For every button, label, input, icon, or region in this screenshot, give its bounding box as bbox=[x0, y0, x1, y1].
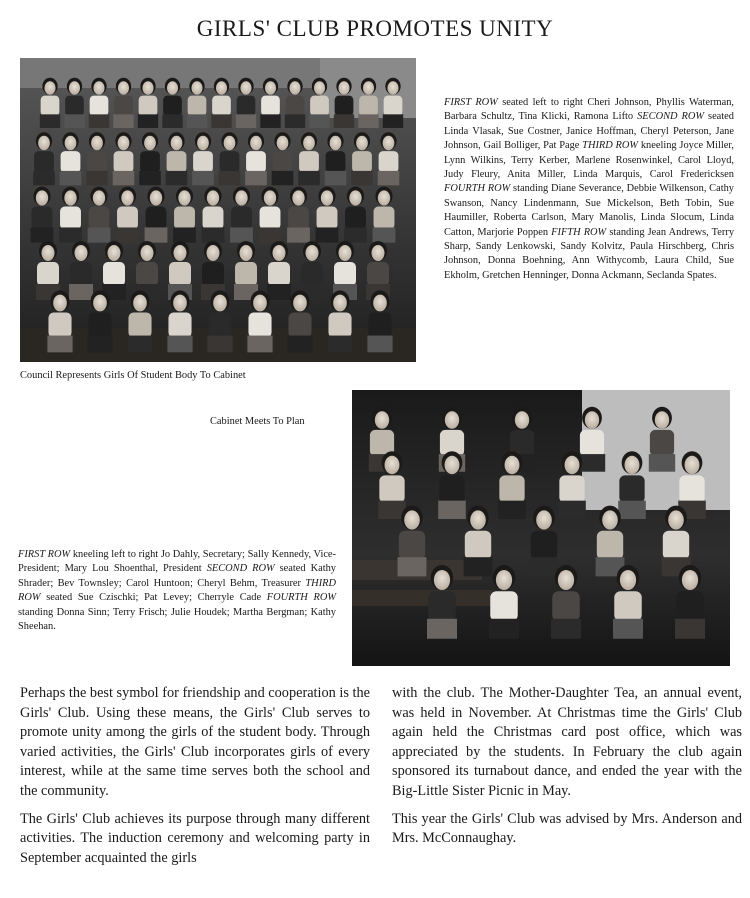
row-label: FIRST ROW bbox=[18, 549, 71, 560]
row-label: FIFTH ROW bbox=[551, 226, 607, 238]
council-photo-caption: Council Represents Girls Of Student Body To Cabinet bbox=[20, 370, 246, 381]
row-names: seated Linda Vlasak, Sue Costner, Janice Hoffman, Cheryl Peterson, Jane Johnson, Gail Bolliger, Pat Page bbox=[444, 111, 734, 152]
article-paragraph: Perhaps the best symbol for friendship and cooperation is the Girls' Club. Using these means, the Girls' Club serves to promote unity among the girls of the student body. Through varied activities, the Girls' Club incorporates girls of every interest, while at the same time serves both the school and the community. bbox=[20, 685, 370, 799]
row-label: FIRST ROW bbox=[444, 97, 498, 108]
row-label: THIRD ROW bbox=[18, 577, 336, 604]
page-title: GIRLS' CLUB PROMOTES UNITY bbox=[196, 16, 554, 41]
row-names: seated Sue Czischki; Pat Levey; Cherryle Cade bbox=[40, 592, 267, 604]
row-names: standing Donna Sinn; Terry Frisch; Julie Houdek; Martha Bergman; Kathy Sheehan. bbox=[18, 606, 336, 633]
cabinet-photo-caption: Cabinet Meets To Plan bbox=[210, 416, 305, 427]
article-paragraph: with the club. The Mother-Daughter Tea, an annual event, was held in November. At Christmas time the Girls' Club again held the Christmas card post office, which was appreciated by the students. In February the club again sponsored its turnabout dance, and ended the year with the Big-Little Sister Picnic in May. bbox=[392, 685, 742, 799]
row-label: FOURTH ROW bbox=[266, 592, 336, 604]
council-names-caption bbox=[444, 96, 734, 283]
council-group-photo bbox=[20, 58, 416, 362]
cabinet-group-photo bbox=[352, 390, 730, 666]
row-label: FOURTH ROW bbox=[444, 183, 511, 195]
cabinet-names-caption bbox=[18, 548, 336, 634]
article-paragraph: The Girls' Club achieves its purpose through many different activities. The induction ceremony and welcoming party in September acquainted the girls bbox=[20, 810, 370, 866]
row-label: SECOND ROW bbox=[637, 111, 705, 123]
row-names: standing Jean Andrews, Terry Sharp, Sandy Lenkowski, Sandy Kolvitz, Paula Hirschberg, Chris Johnson, Donna Boehning, Ann Withycomb, Laura Child, Sue Ekholm, Gretchen Henninger, Donna Ackmann, Seclanda Spates. bbox=[444, 226, 735, 281]
row-names: standing Diane Severance, Debbie Wilkenson, Cathy Swanson, Nancy Lindenmann, Sue Mickelson, Beth Tobin, Sue Haumiller, Roberta Carlson, Mary Manolis, Linda Slocum, Linda Catton, Marjorie Poppen bbox=[444, 183, 734, 238]
article-right-column bbox=[392, 684, 742, 857]
row-names: kneeling Joyce Miller, Lynn Wilkins, Terry Kerber, Marlene Rosenwinkel, Carol Lloyd, Judy Fleury, Anita Miller, Linda Marquis, Carol Fredericksen bbox=[444, 140, 734, 181]
article-paragraph: This year the Girls' Club was advised by Mrs. Anderson and Mrs. McConnaughay. bbox=[392, 810, 742, 847]
row-label: THIRD ROW bbox=[582, 140, 639, 152]
row-label: SECOND ROW bbox=[206, 563, 275, 575]
row-names: seated left to right Cheri Johnson, Phyllis Waterman, Barbara Schultz, Tina Klicki, Ramona Lifto bbox=[444, 97, 734, 123]
row-names: kneeling left to right Jo Dahly, Secretary; Sally Kennedy, Vice-President; Mary Lou Shoenthal, President bbox=[18, 549, 337, 575]
article-left-column bbox=[20, 684, 370, 876]
row-names: seated Kathy Shrader; Bev Townsley; Carol Huntoon; Cheryl Behm, Treasurer bbox=[18, 563, 336, 589]
